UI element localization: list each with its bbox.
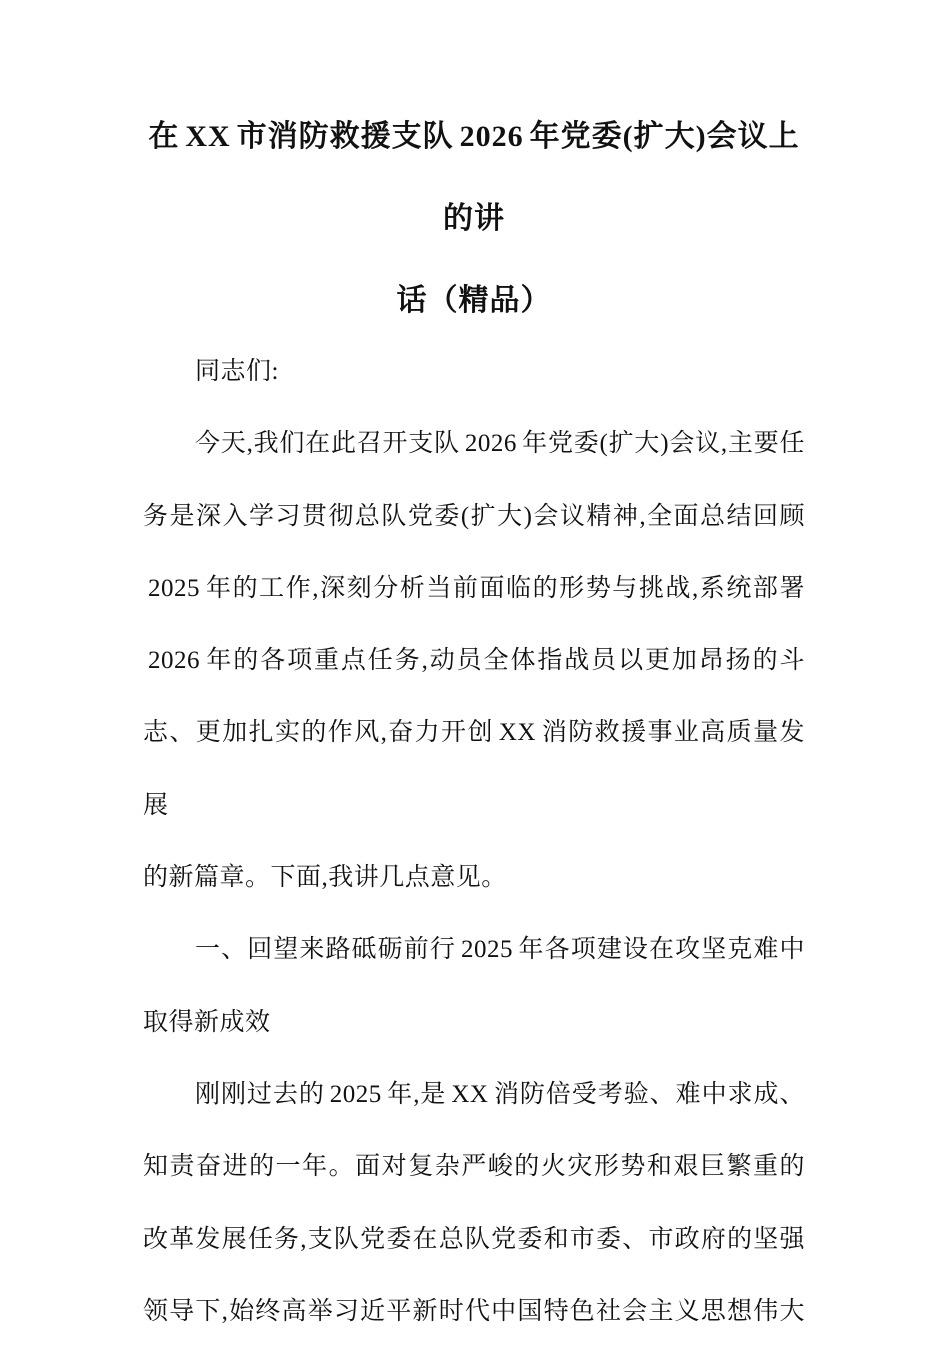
document-body <box>143 336 805 1348</box>
doc-line: 志、更加扎实的作风,奋力开创 XX 消防救援事业高质量发展 <box>143 719 805 819</box>
latin-text: XX <box>185 120 231 153</box>
title-line-1: 在 XX 市消防救援支队 2026 年党委(扩大)会议上的讲 <box>148 120 800 235</box>
doc-line: 今天,我们在此召开支队 2026 年党委(扩大)会议,主要任 <box>195 430 805 458</box>
doc-line: 的新篇章。下面,我讲几点意见。 <box>143 864 507 892</box>
doc-line-heading-1b: 取得新成效 <box>143 1008 271 1036</box>
latin-text: XX <box>451 1080 489 1108</box>
document-title <box>143 0 805 342</box>
latin-text: XX <box>498 719 536 747</box>
latin-text: 2025 <box>148 574 200 602</box>
latin-text: 2026 <box>459 120 524 153</box>
latin-text: 2026 <box>464 430 517 458</box>
title-line-2: 话（精品） <box>396 284 552 317</box>
doc-line-salutation: 同志们: <box>195 358 279 385</box>
latin-text: 2025 <box>460 936 513 964</box>
doc-line: 改革发展任务,支队党委在总队党委和市委、市政府的坚强 <box>143 1225 805 1253</box>
doc-line: 2026 年的各项重点任务,动员全体指战员以更加昂扬的斗 <box>148 647 805 675</box>
latin-text: 2025 <box>329 1080 382 1108</box>
doc-line: 刚刚过去的 2025 年,是 XX 消防倍受考验、难中求成、 <box>195 1080 805 1108</box>
doc-line: 知责奋进的一年。面对复杂严峻的火灾形势和艰巨繁重的 <box>143 1153 805 1181</box>
doc-line: 领导下,始终高举习近平新时代中国特色社会主义思想伟大 <box>143 1297 805 1325</box>
doc-line-heading-1: 一、回望来路砥砺前行 2025 年各项建设在攻坚克难中 <box>195 936 805 964</box>
doc-line: 务是深入学习贯彻总队党委(扩大)会议精神,全面总结回顾 <box>143 502 805 530</box>
doc-line: 2025 年的工作,深刻分析当前面临的形势与挑战,系统部署 <box>148 574 805 602</box>
latin-text: 2026 <box>148 647 200 675</box>
